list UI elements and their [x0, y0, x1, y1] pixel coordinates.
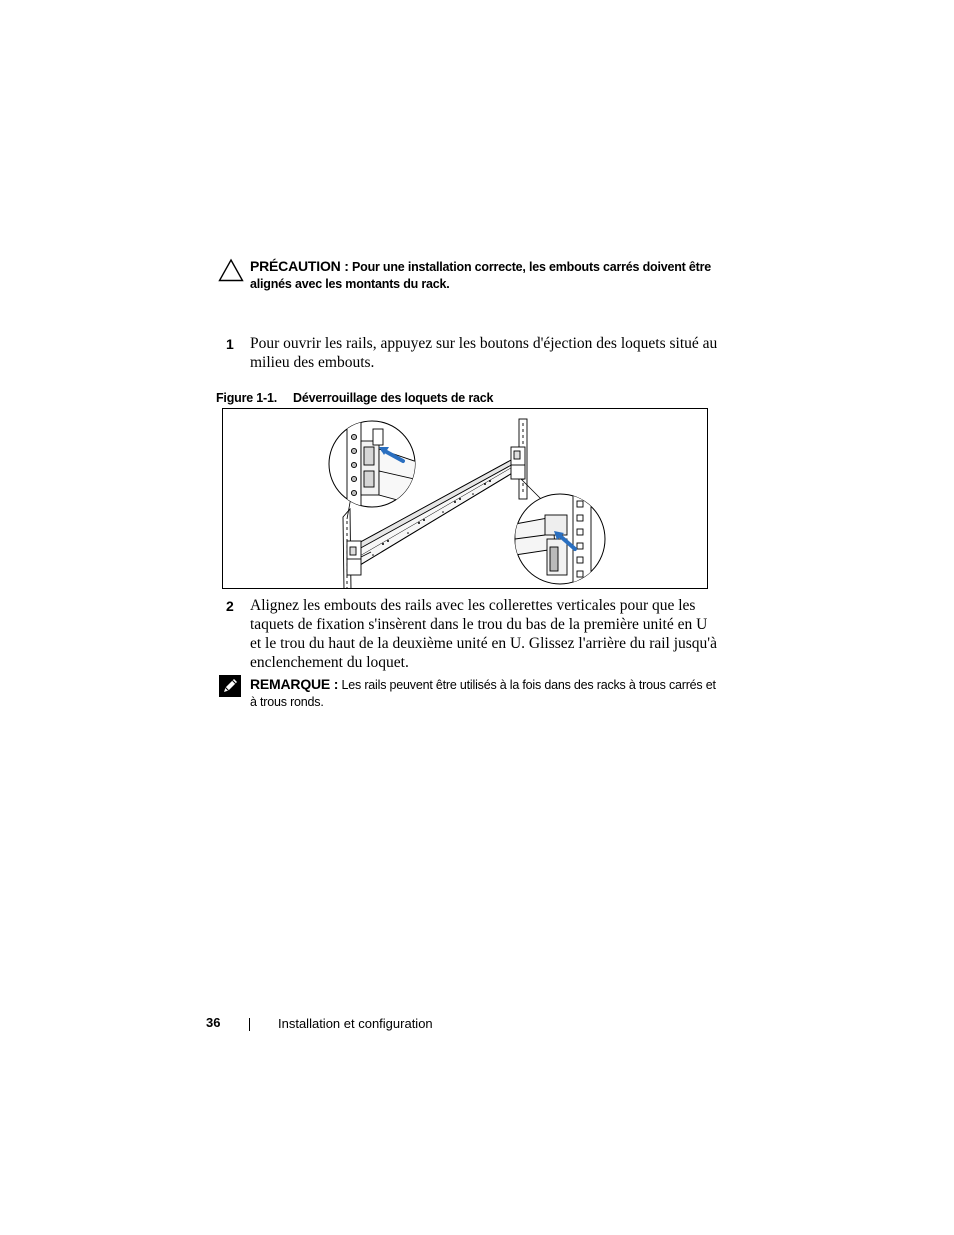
note-notice [250, 676, 720, 711]
step-number: 2 [226, 598, 234, 614]
caution-label: PRÉCAUTION : [250, 258, 349, 274]
step-text: Alignez les embouts des rails avec les collerettes verticales pour que les taquets de fixation s'insèrent dans le trou du bas de la première unité en U et le trou du haut de la deuxième unité en U. Glissez l'arrière du rail jusqu'à enclenchement du loquet. [250, 597, 717, 671]
note-body: Les rails peuvent être utilisés à la fois dans des racks à trous carrés et à trous ronds. [250, 678, 716, 709]
magnifier-back-latch [515, 491, 605, 589]
figure-caption [216, 391, 716, 405]
caution-triangle-icon [218, 258, 244, 282]
figure-number: Figure 1-1. [216, 391, 278, 405]
footer-divider [249, 1018, 250, 1031]
step-number: 1 [226, 336, 234, 352]
caution-body: Pour une installation correcte, les embouts carrés doivent être alignés avec les montants du rack. [250, 260, 712, 291]
caution-notice [250, 258, 720, 293]
page-number: 36 [206, 1015, 221, 1030]
note-label: REMARQUE : [250, 676, 339, 692]
step-text: Pour ouvrir les rails, appuyez sur les boutons d'éjection des loquets situé au milieu des embouts. [250, 335, 718, 371]
magnifier-front-latch [329, 417, 423, 517]
rail-end-back [511, 447, 525, 479]
note-pencil-icon [218, 674, 242, 698]
figure-frame [222, 408, 708, 589]
rail-latch-illustration [223, 409, 708, 589]
figure-title: Déverrouillage des loquets de rack [293, 391, 494, 405]
footer-section-title: Installation et configuration [278, 1016, 433, 1031]
